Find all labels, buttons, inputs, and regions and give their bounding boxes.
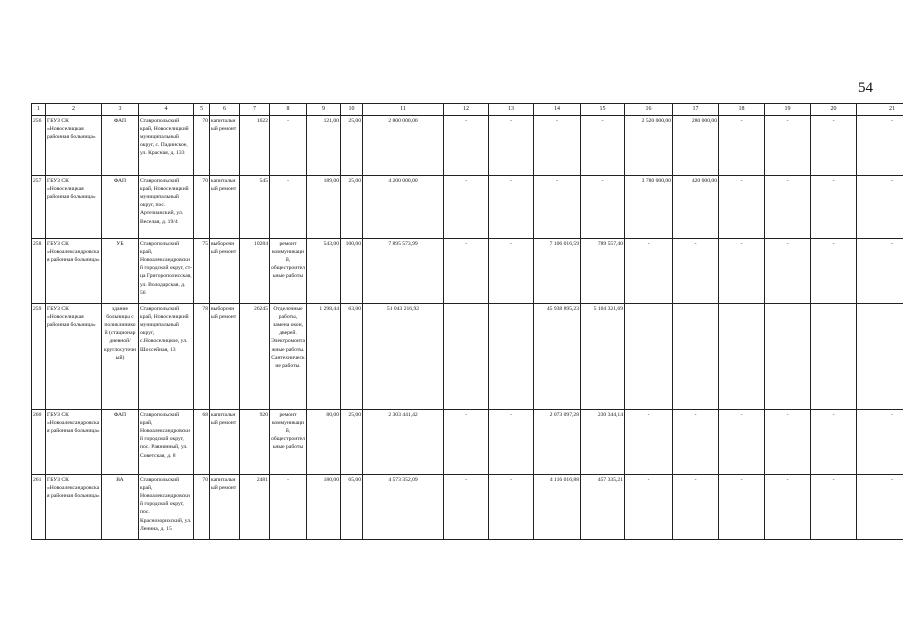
table-cell: 180,00 [307,475,341,540]
table-cell: 65,00 [341,475,363,540]
table-cell: 545 [240,176,270,239]
table-cell [673,304,719,410]
address-cell: Ставропольский край, Новоселицкий муниципальный округ, пос. Артезианский, ул. Веселая, д. 19/4 [139,176,194,239]
total-cost-cell: 7 895 573,99 [363,239,444,304]
column-header: 15 [581,104,625,116]
table-cell: - [811,410,857,475]
repair-type-cell: выборочный ремонт [210,239,240,304]
column-header: 10 [341,104,363,116]
table-cell: 26245 [240,304,270,410]
table-cell: 3 780 000,00 [625,176,673,239]
table-cell: - [673,239,719,304]
table-cell: - [489,475,534,540]
institution-cell: ГБУЗ СК «Новоалександровская районная больница» [46,475,102,540]
table-row [32,116,903,176]
institution-cell: ГБУЗ СК «Новоалександровская районная больница» [46,239,102,304]
column-header: 3 [102,104,139,116]
facility-type-cell: здание больницы с поликлиникой (стационар дневной/круглосуточный) [102,304,139,410]
column-header: 1 [32,104,46,116]
total-cost-cell: 4 573 352,09 [363,475,444,540]
institution-cell: ГБУЗ СК «Новоселицкая районная больница» [46,116,102,176]
works-cell: - [270,176,307,239]
table-cell: - [719,410,765,475]
table-cell: - [811,116,857,176]
column-header: 6 [210,104,240,116]
table-cell: 7 106 016,59 [534,239,581,304]
facility-type-cell: ФАП [102,410,139,475]
column-header: 18 [719,104,765,116]
works-cell: ремонт коммуникаций, общестроительные работы [270,410,307,475]
table-cell: - [673,475,719,540]
table-row [32,475,903,540]
page-number: 54 [858,80,873,96]
table-cell: - [581,176,625,239]
table-cell: 1 298,44 [307,304,341,410]
table-cell: - [489,116,534,176]
repair-type-cell: капитальный ремонт [210,116,240,176]
table-cell: 2 073 097,28 [534,410,581,475]
table-cell: 920 [240,410,270,475]
table-cell: 189,00 [307,176,341,239]
column-header: 11 [363,104,444,116]
facility-type-cell: ФАП [102,176,139,239]
table-cell [765,304,811,410]
address-cell: Ставропольский край, Новоселицкий муниципальный округ, с. Падинское, ул. Красная, д. 133 [139,116,194,176]
works-cell: - [270,475,307,540]
table-cell: 280 000,00 [673,116,719,176]
column-header: 13 [489,104,534,116]
table-cell: 4 116 016,88 [534,475,581,540]
table-cell: 100,00 [341,239,363,304]
table-cell: 420 000,00 [673,176,719,239]
table-cell: - [444,116,489,176]
column-header: 16 [625,104,673,116]
address-cell: Ставропольский край, Новоалександровский городской округ, ст-ца Григорополисская, ул. Володарская, д. 56 [139,239,194,304]
works-cell: ремонт коммуникаций, общестроительные работы [270,239,307,304]
table-cell: 25,00 [341,116,363,176]
table-cell: 70 [194,475,210,540]
works-cell: Отделочные работы, замена окон, дверей. Электромонтажные работы. Сантехнические работы. [270,304,307,410]
column-header: 17 [673,104,719,116]
table-cell: 5 104 321,69 [581,304,625,410]
table-cell: 70 [194,116,210,176]
table-cell: - [857,116,903,176]
table-cell: 68 [194,410,210,475]
table-cell: - [673,410,719,475]
table-cell [811,304,857,410]
table-cell: 2481 [240,475,270,540]
total-cost-cell: 51 043 216,92 [363,304,444,410]
column-header: 4 [139,104,194,116]
table-cell: - [581,116,625,176]
table-cell [719,304,765,410]
works-cell: - [270,116,307,176]
table-cell: - [625,475,673,540]
column-header: 8 [270,104,307,116]
column-header: 5 [194,104,210,116]
repair-type-cell: капитальный ремонт [210,176,240,239]
column-header: 19 [765,104,811,116]
table-row [32,304,903,410]
row-number: 256 [32,116,46,176]
table-cell: - [719,475,765,540]
total-cost-cell: 2 800 000,00 [363,116,444,176]
table-cell: 75 [194,239,210,304]
table-cell: - [719,116,765,176]
column-header: 2 [46,104,102,116]
total-cost-cell: 4 200 000,00 [363,176,444,239]
data-table [31,103,903,540]
table-cell: 789 557,40 [581,239,625,304]
facility-type-cell: УБ [102,239,139,304]
table-cell: 543,00 [307,239,341,304]
table-cell: - [444,176,489,239]
row-number: 258 [32,239,46,304]
address-cell: Ставропольский край, Новоселицкий муниципальный округ, с.Новоселицкое, ул. Шоссейная, 13 [139,304,194,410]
row-number: 257 [32,176,46,239]
table-cell: 78 [194,304,210,410]
table-cell: 70 [194,176,210,239]
address-cell: Ставропольский край, Новоалександровский городской округ, пос. Равнинный, ул. Советская, д. 8 [139,410,194,475]
table-cell: - [857,239,903,304]
table-cell: - [625,239,673,304]
total-cost-cell: 2 303 441,42 [363,410,444,475]
table-cell: - [765,239,811,304]
address-cell: Ставропольский край, Новоалександровский городской округ, пос. Краснозорихский, ул. Ленина, д. 15 [139,475,194,540]
institution-cell: ГБУЗ СК «Новоселицкая районная больница» [46,304,102,410]
repair-type-cell: капитальный ремонт [210,410,240,475]
repair-type-cell: капитальный ремонт [210,475,240,540]
table-row [32,176,903,239]
table-cell: - [489,239,534,304]
table-cell: 25,00 [341,176,363,239]
institution-cell: ГБУЗ СК «Новоселицкая районная больница» [46,176,102,239]
table-cell: 63,00 [341,304,363,410]
table-cell: - [534,176,581,239]
table-cell: - [765,176,811,239]
table-cell: - [811,239,857,304]
table-cell: - [765,475,811,540]
table-cell: - [489,176,534,239]
table-cell: 2 520 000,00 [625,116,673,176]
row-number: 259 [32,304,46,410]
column-header: 7 [240,104,270,116]
header-row [32,104,903,116]
column-header: 12 [444,104,489,116]
table-cell [625,304,673,410]
table-cell [444,304,489,410]
row-number: 261 [32,475,46,540]
table-cell: 10284 [240,239,270,304]
table-cell: - [811,475,857,540]
table-cell: - [765,410,811,475]
table-cell: 25,00 [341,410,363,475]
column-header: 14 [534,104,581,116]
table-cell: - [444,410,489,475]
table-cell: 121,00 [307,116,341,176]
table-cell: - [719,176,765,239]
table-cell [857,304,903,410]
table-cell: - [444,475,489,540]
column-header: 9 [307,104,341,116]
column-header: 21 [857,104,903,116]
row-number: 260 [32,410,46,475]
table-cell: - [765,116,811,176]
table-cell [489,304,534,410]
repair-type-cell: выборочный ремонт [210,304,240,410]
table-cell: - [857,410,903,475]
table-cell: - [857,475,903,540]
table-cell: - [489,410,534,475]
table-cell: 457 335,21 [581,475,625,540]
table-cell: - [534,116,581,176]
table-cell: 230 344,14 [581,410,625,475]
facility-type-cell: ФАП [102,116,139,176]
institution-cell: ГБУЗ СК «Новоалександровская районная больница» [46,410,102,475]
table-cell: - [444,239,489,304]
table-row [32,239,903,304]
column-header: 20 [811,104,857,116]
table-row [32,410,903,475]
table-cell: - [625,410,673,475]
table-cell: 80,00 [307,410,341,475]
table-cell: - [719,239,765,304]
table-cell: 1622 [240,116,270,176]
table-cell: - [811,176,857,239]
table-cell: 45 938 895,23 [534,304,581,410]
facility-type-cell: ВА [102,475,139,540]
table-cell: - [857,176,903,239]
